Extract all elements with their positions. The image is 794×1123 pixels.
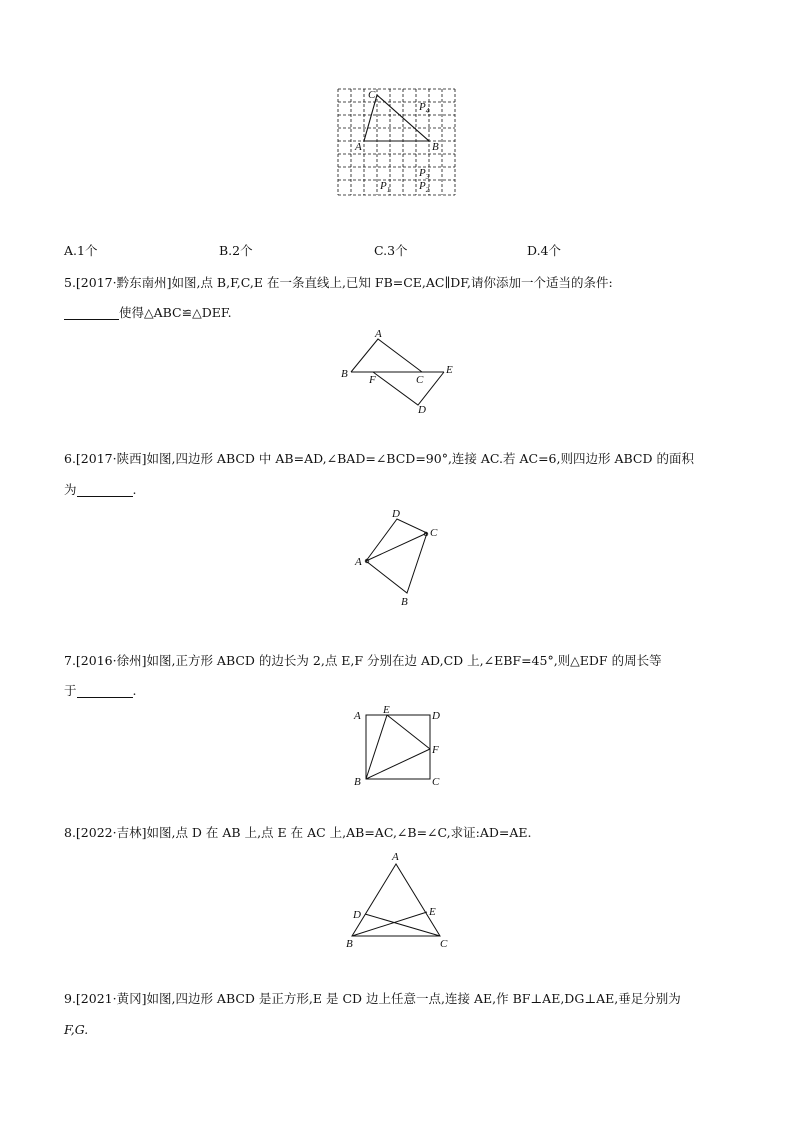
q8-label-a: A bbox=[392, 851, 399, 863]
q5-triangle-def bbox=[373, 372, 444, 405]
q9-question-line2: F,G. bbox=[64, 1022, 89, 1037]
q7-label-c: C bbox=[432, 776, 440, 788]
q7-line-be bbox=[366, 715, 387, 779]
q7-label-b: B bbox=[354, 776, 361, 788]
q6-figure bbox=[350, 505, 450, 610]
q7-answer-blank[interactable] bbox=[77, 686, 133, 698]
q7-label-f: F bbox=[432, 744, 439, 756]
q5-question-line1: 5.[2017·黔东南州]如图,点 B,F,C,E 在一条直线上,已知 FB=CE,AC∥DF,请你添加一个适当的条件: bbox=[64, 275, 613, 290]
q6-answer-blank[interactable] bbox=[77, 485, 133, 497]
q4-label-p3: $P_3$ bbox=[419, 167, 430, 181]
q6-question-line2 bbox=[64, 484, 137, 497]
q7-line2-suffix: . bbox=[132, 683, 137, 698]
q6-diagonal-ac bbox=[366, 533, 427, 561]
q8-triangle-abc bbox=[352, 864, 440, 936]
q7-label-e: E bbox=[383, 704, 390, 716]
q6-line2-suffix: . bbox=[132, 482, 137, 497]
q9-question-line1: 9.[2021·黄冈]如图,四边形 ABCD 是正方形,E 是 CD 边上任意一点,连接 AE,作 BF⊥AE,DG⊥AE,垂足分别为 bbox=[64, 991, 681, 1006]
q5-line2-text: 使得△ABC≌△DEF. bbox=[119, 305, 232, 320]
q6-label-c: C bbox=[430, 527, 438, 539]
q5-label-a: A bbox=[375, 328, 382, 340]
q8-label-e: E bbox=[429, 906, 436, 918]
q8-label-c: C bbox=[440, 938, 448, 950]
q4-label-p4: $P_4$ bbox=[419, 101, 430, 115]
q6-quadrilateral-abcd bbox=[366, 519, 427, 593]
q7-question-line1: 7.[2016·徐州]如图,正方形 ABCD 的边长为 2,点 E,F 分别在边 AD,CD 上,∠EBF=45°,则△EDF 的周长等 bbox=[64, 653, 662, 668]
q8-line-bd-to-e bbox=[352, 912, 427, 936]
q4-label-c: C bbox=[368, 89, 376, 101]
q7-figure bbox=[350, 703, 450, 791]
q6-label-a: A bbox=[355, 556, 362, 568]
q7-line-bf bbox=[366, 749, 430, 779]
q7-square-abcd bbox=[366, 715, 430, 779]
q5-label-c: C bbox=[416, 374, 424, 386]
q6-label-d: D bbox=[392, 508, 400, 520]
q4-grid-figure bbox=[335, 86, 461, 198]
q7-line-ef bbox=[387, 715, 430, 749]
q8-question-line1: 8.[2022·吉林]如图,点 D 在 AB 上,点 E 在 AC 上,AB=AC,∠B=∠C,求证:AD=AE. bbox=[64, 825, 532, 840]
q8-label-b: B bbox=[346, 938, 353, 950]
q4-option-a[interactable]: A.1个 bbox=[64, 243, 98, 258]
q5-figure bbox=[338, 325, 463, 417]
q7-label-a: A bbox=[354, 710, 361, 722]
q7-label-d: D bbox=[432, 710, 440, 722]
q4-label-b: B bbox=[432, 141, 439, 153]
q6-line2-prefix: 为 bbox=[64, 482, 77, 497]
q7-question-line2 bbox=[64, 685, 137, 698]
q5-question-line2 bbox=[64, 307, 232, 320]
q4-option-d[interactable]: D.4个 bbox=[527, 243, 562, 258]
q8-label-d: D bbox=[353, 909, 361, 921]
q4-label-p2: $P_2$ bbox=[419, 180, 430, 194]
q7-line2-prefix: 于 bbox=[64, 683, 77, 698]
q5-answer-blank[interactable] bbox=[64, 308, 119, 320]
q5-label-b: B bbox=[341, 368, 348, 380]
q5-triangle-abc bbox=[351, 339, 422, 372]
q5-label-d: D bbox=[418, 404, 426, 416]
q8-figure bbox=[340, 848, 455, 950]
q4-option-c[interactable]: C.3个 bbox=[374, 243, 408, 258]
q6-question-line1: 6.[2017·陕西]如图,四边形 ABCD 中 AB=AD,∠BAD=∠BCD=90°,连接 AC.若 AC=6,则四边形 ABCD 的面积 bbox=[64, 451, 694, 466]
q4-label-a: A bbox=[355, 141, 362, 153]
q5-label-f: F bbox=[369, 374, 376, 386]
q5-label-e: E bbox=[446, 364, 453, 376]
q6-label-b: B bbox=[401, 596, 408, 608]
q4-option-b[interactable]: B.2个 bbox=[219, 243, 253, 258]
q4-label-p1: $P_1$ bbox=[380, 180, 391, 194]
